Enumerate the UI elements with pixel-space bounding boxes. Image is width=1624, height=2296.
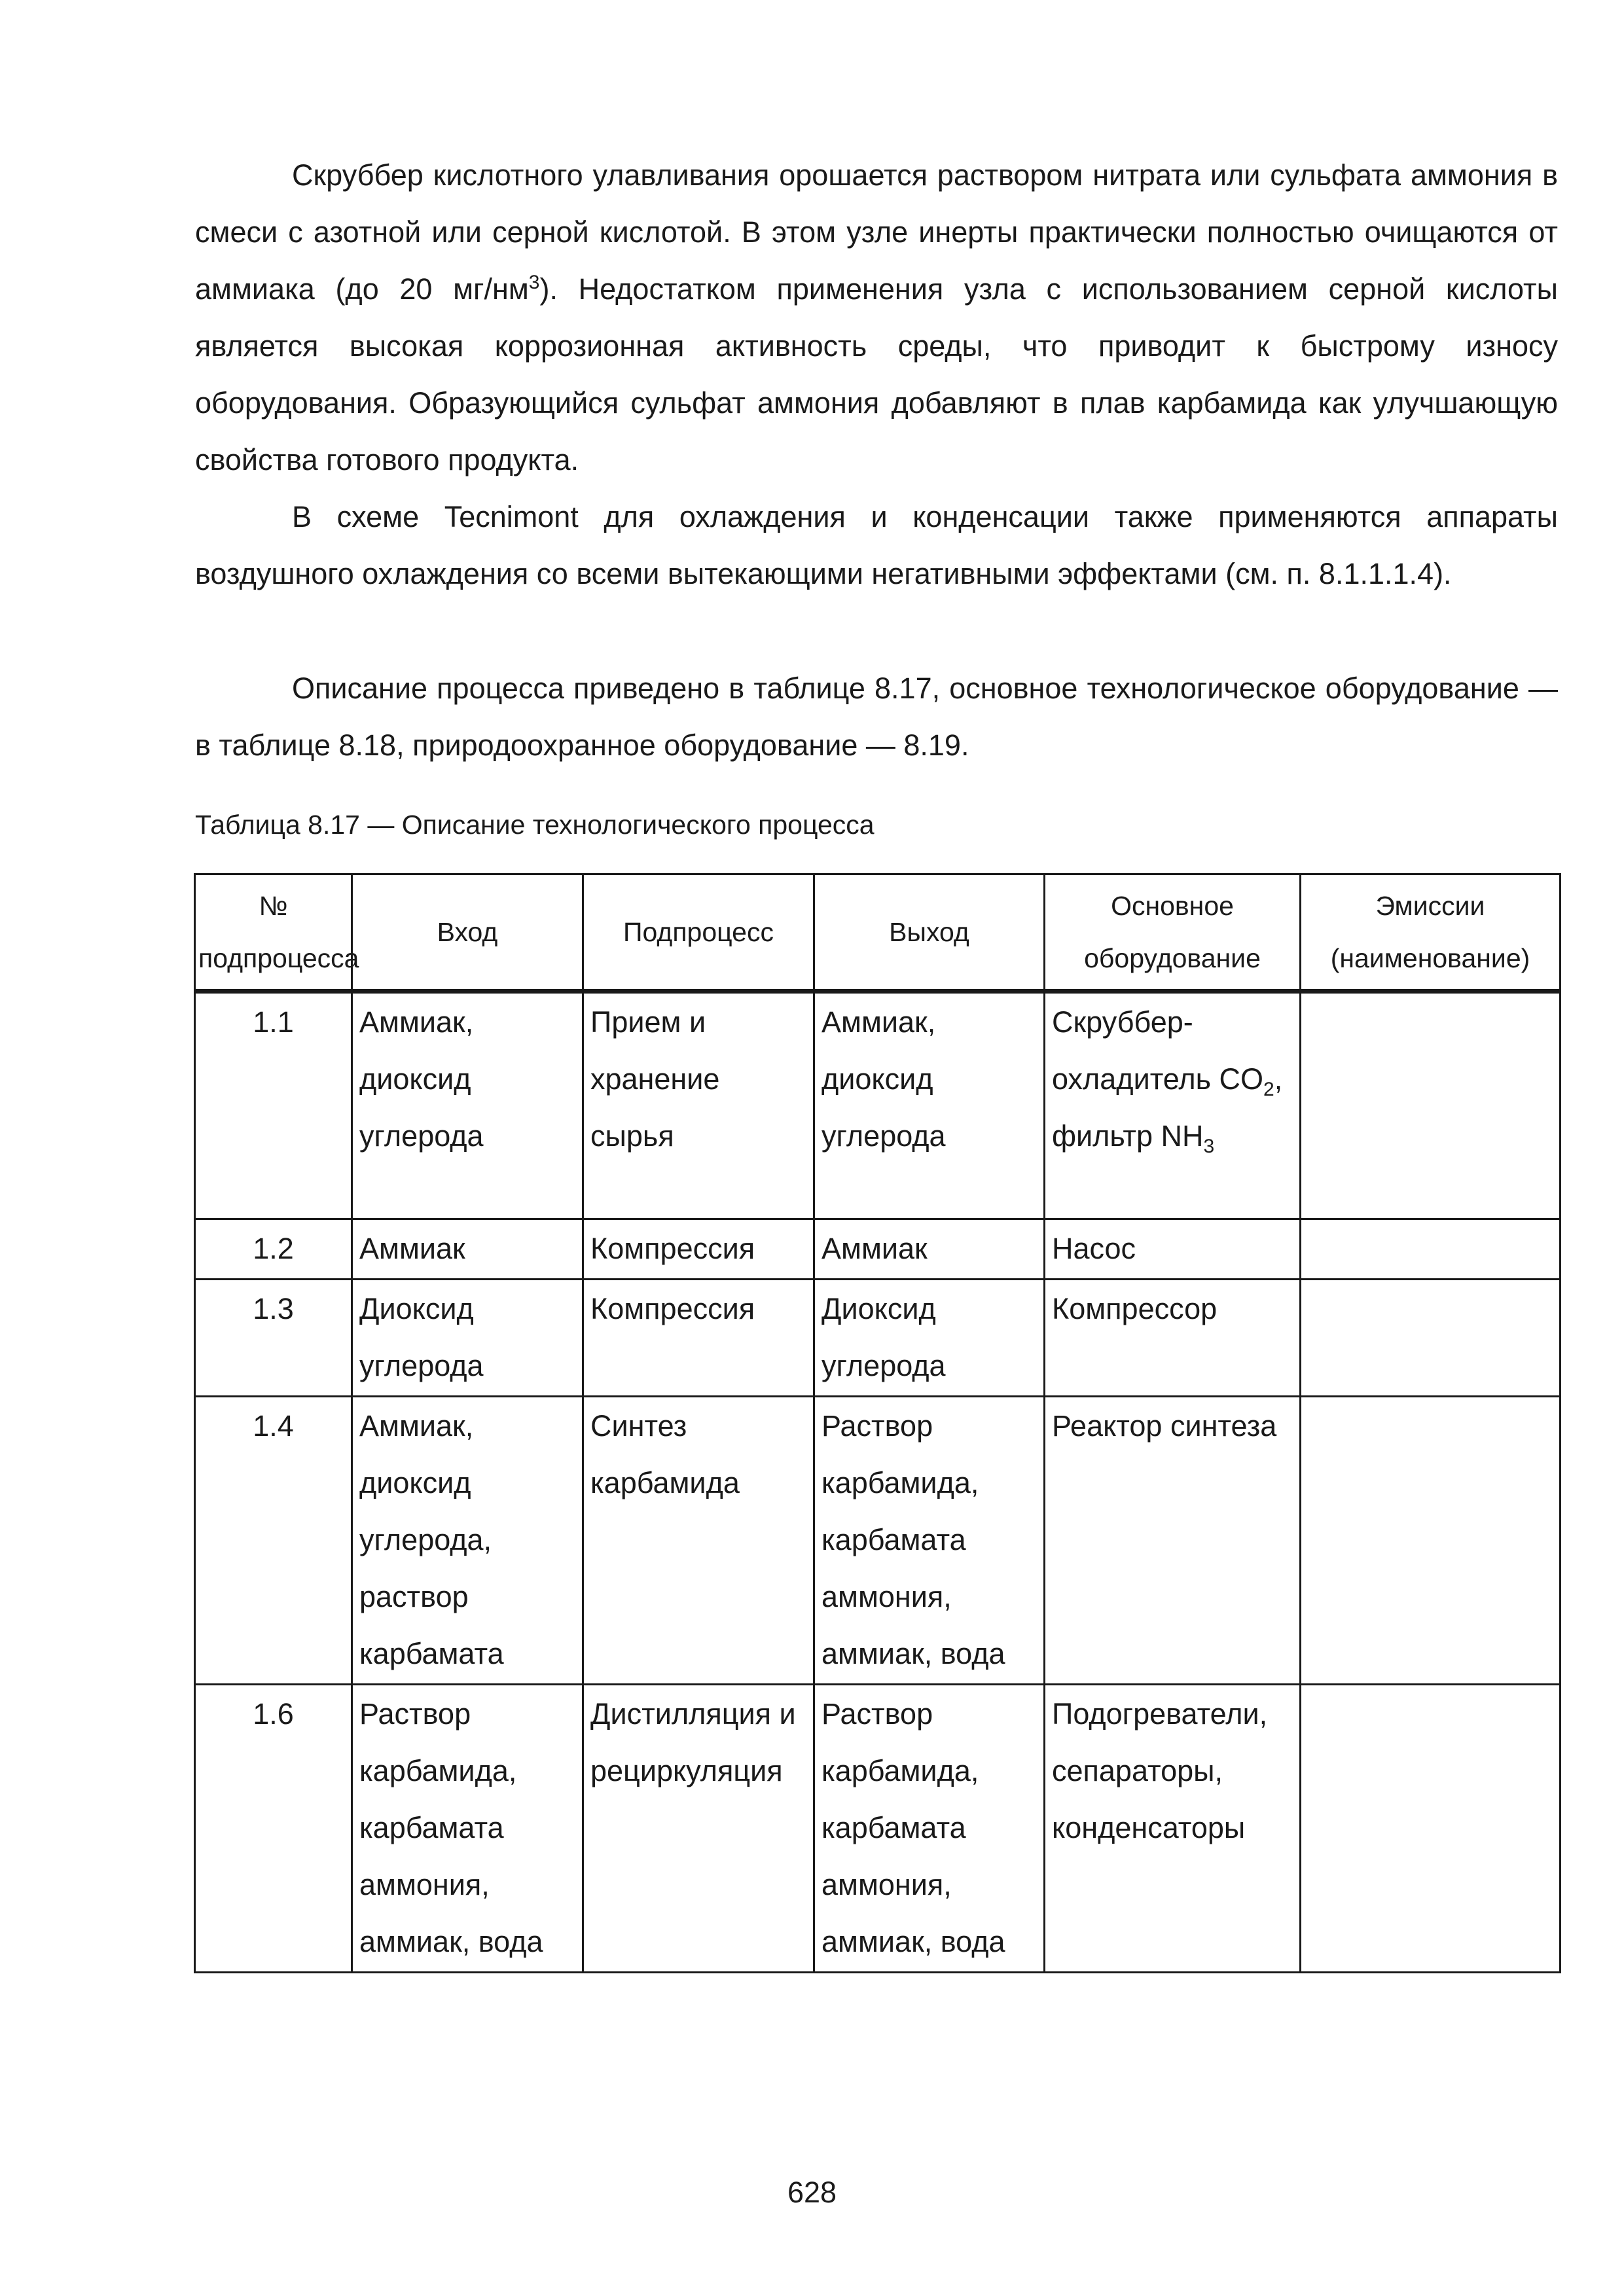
cell-num: 1.3 xyxy=(195,1280,352,1397)
header-subprocess: Подпроцесс xyxy=(583,874,814,992)
cell-equipment: Реактор синтеза xyxy=(1045,1397,1301,1685)
cell-equipment: Подогреватели, сепараторы, конденсаторы xyxy=(1045,1685,1301,1973)
header-num: № подпроцесса xyxy=(195,874,352,992)
paragraph-scrubber xyxy=(195,147,1558,488)
paragraph-tecnimont-text: В схеме Tecnimont для охлаждения и конденсации также применяются аппараты воздушного охлаждения со всеми вытекающими негативными эффектами (см. п. 8.1.1.1.4). xyxy=(195,500,1558,590)
cell-emissions xyxy=(1301,992,1561,1219)
cell-output: Раствор карбамида, карбамата аммония, аммиак, вода xyxy=(814,1397,1045,1685)
cell-input: Аммиак xyxy=(352,1219,583,1280)
paragraph-scrubber-text-b: ). Недостатком применения узла с использованием серной кислоты является высокая коррозионная активность среды, что приводит к быстрому износу оборудования. Образующийся сульфат аммония добавляют в плав карбамида как улучшающую свойства готового продукта. xyxy=(195,272,1558,476)
cell-emissions xyxy=(1301,1685,1561,1973)
paragraph-scrubber-text-a: Скруббер кислотного улавливания орошается раствором нитрата или сульфата аммония в смеси с азотной или серной кислотой. В этом узле инерты практически полностью очищаются от аммиака (до 20 мг/нм xyxy=(195,158,1558,306)
cell-equipment: Компрессор xyxy=(1045,1280,1301,1397)
table-row xyxy=(195,1397,1561,1685)
equipment-text-a: Скруббер-охладитель CO xyxy=(1052,1005,1264,1096)
table-caption: Таблица 8.17 — Описание технологического процесса xyxy=(195,810,875,840)
cell-input: Аммиак, диоксид углерода, раствор карбамата xyxy=(352,1397,583,1685)
header-output: Выход xyxy=(814,874,1045,992)
cell-output: Аммиак xyxy=(814,1219,1045,1280)
header-emissions: Эмиссии (наименование) xyxy=(1301,874,1561,992)
cell-emissions xyxy=(1301,1397,1561,1685)
superscript-3: 3 xyxy=(528,272,540,293)
cell-equipment: Насос xyxy=(1045,1219,1301,1280)
cell-output: Диоксид углерода xyxy=(814,1280,1045,1397)
cell-subprocess: Прием и хранение сырья xyxy=(583,992,814,1219)
cell-input: Аммиак, диоксид углерода xyxy=(352,992,583,1219)
paragraph-description xyxy=(195,660,1558,774)
cell-num: 1.2 xyxy=(195,1219,352,1280)
header-equipment: Основное оборудование xyxy=(1045,874,1301,992)
table-row xyxy=(195,1280,1561,1397)
process-table xyxy=(194,873,1561,1973)
cell-output: Аммиак, диоксид углерода xyxy=(814,992,1045,1219)
equipment-text-b: , фильтр NH xyxy=(1052,1062,1283,1153)
paragraph-tecnimont xyxy=(195,488,1558,602)
table-row xyxy=(195,1219,1561,1280)
subscript-3: 3 xyxy=(1203,1136,1215,1157)
cell-subprocess: Компрессия xyxy=(583,1280,814,1397)
table-row xyxy=(195,992,1561,1219)
cell-input: Диоксид углерода xyxy=(352,1280,583,1397)
paragraph-description-text: Описание процесса приведено в таблице 8.17, основное технологическое оборудование — в таблице 8.18, природоохранное оборудование — 8.19. xyxy=(195,672,1558,762)
cell-emissions xyxy=(1301,1280,1561,1397)
table-row xyxy=(195,1685,1561,1973)
table-header-row xyxy=(195,874,1561,992)
subscript-2: 2 xyxy=(1263,1079,1274,1100)
cell-equipment xyxy=(1045,992,1301,1219)
cell-output: Раствор карбамида, карбамата аммония, аммиак, вода xyxy=(814,1685,1045,1973)
cell-num: 1.6 xyxy=(195,1685,352,1973)
cell-subprocess: Дистилляция и рециркуляция xyxy=(583,1685,814,1973)
header-input: Вход xyxy=(352,874,583,992)
cell-subprocess: Компрессия xyxy=(583,1219,814,1280)
cell-num: 1.4 xyxy=(195,1397,352,1685)
page-number: 628 xyxy=(787,2176,837,2209)
cell-num: 1.1 xyxy=(195,992,352,1219)
cell-emissions xyxy=(1301,1219,1561,1280)
cell-subprocess: Синтез карбамида xyxy=(583,1397,814,1685)
cell-input: Раствор карбамида, карбамата аммония, аммиак, вода xyxy=(352,1685,583,1973)
